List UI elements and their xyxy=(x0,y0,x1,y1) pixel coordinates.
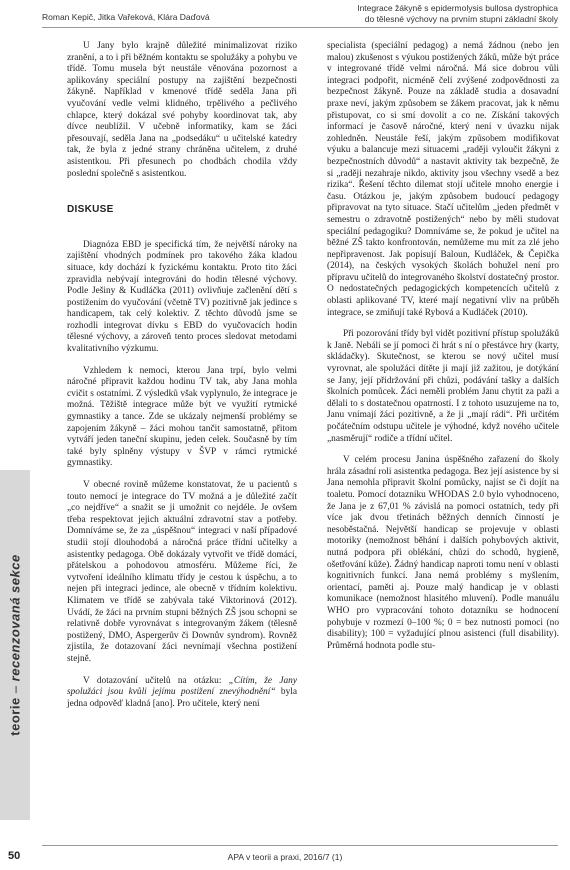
header-article-title xyxy=(328,3,558,25)
section-label-part-2: recenzovaná sekce xyxy=(7,554,23,682)
paragraph: V obecné rovině můžeme konstatovat, že u pacientů s touto nemocí je integrace do TV možná a je důležité začít „co nejdříve“ a snažit se ji umožnit co nejdéle. Je ovšem třeba respektovat jejich aktuální zdravotní stav a potřeby. Domníváme se, že za „úspěšnou“ integraci v naší případové studii stojí dlouhodobá a náročná práce třídní učitelky a asistentky pedagoga. Obě dokázaly vytvořit ve třídě domácí, přátelskou a pohodovou atmosféru. Můžeme říci, že vytvoření ideálního klimatu třídy je cestou k úspěchu, a to nejen při integraci jedince, ale obecně v třídním kolektivu. Klimatem ve třídě se zabývala také Viktorinová (2012). Uvádí, že žáci na prvním stupni běžných ZŠ jsou schopni se relativně dobře vyrovnávat s integrovaným žákem (tělesně postižený, DMO, Aspergerův či Downův syndrom). Rovněž zjistila, že dotazovaní žáci nevnímají všechna postižení stejně. xyxy=(67,480,297,664)
quoted-question: „Cítím, že Jany spolužáci jsou kvůli jejímu postižení znevýhodnění“ xyxy=(67,675,297,698)
paragraph xyxy=(67,676,297,711)
journal-citation: APA v teorii a praxi, 2016/7 (1) xyxy=(227,852,343,862)
paragraph: U Jany bylo krajně důležité minimalizovat riziko zranění, a to i při běžném kontaktu se spolužáky a pohybu ve třídě. Tomu musela být neustále věnována pozornost a aplikovány speciální postupy na zajištění bezpečnosti žákyně. Například v kmenové třídě seděla Jana při vyučování vedle velmi klidného, trpělivého a pečlivého chlapce, který dokázal své pohyby koordinovat tak, aby dívce neublížil. V učebně informatiky, kam se žáci přesouvají, seděla Jana na „podsedáku“ u učitelské katedry tak, že byla z jedné strany chráněna učitelem, z druhé asistentkou. Při přesunech po chodbách chodila vždy poslední společně s asistentkou. xyxy=(67,41,297,179)
header-title-line-2: do tělesné výchovy na prvním stupni základní školy xyxy=(364,14,558,24)
section-sidebar xyxy=(0,470,30,820)
paragraph-text: V dotazování učitelů na otázku: xyxy=(83,675,229,686)
right-column xyxy=(327,41,559,652)
header-authors: Roman Kepič, Jitka Vařeková, Klára Daďová xyxy=(42,12,210,22)
paragraph: V celém procesu Janina úspěšného zařazení do školy hrála zásadní roli asistentka pedagoga. Bez její asistence by si Jana nemohla připravit školní pomůcky, najíst se či dojít na toaletu. Pomocí dotazníku WHODAS 2.0 bylo vyhodnoceno, že Jana je z 67,01 % závislá na pomoci ostatních, tedy při více jak dvou třetinách běžných denních činností je nesoběstačná. Největší handicap se projevuje v oblasti motoriky (nemožnost běhání i dalších pohybových aktivit, nutná podpora při oblékání, chůzi do schodů, hygieně, ošetřování kůže). Žádný handicap naproti tomu není v oblasti kognitivních funkcí. Jana nemá problémy s myšlením, orientací, paměti aj. Pouze malý handicap je v oblasti komunikace (nemožnost hlasitého mluvení). Podle manuálu WHO pro vypracování tohoto dotazníku se hodnocení pohybuje v rozmezí 0–100 %; 0 = bez nutnosti pomoci (no disability); 100 = vyžadující plnou asistenci (full disability). Průměrná hodnota podle stu- xyxy=(327,455,559,651)
paragraph-text: byla jedna odpověď kladná [ano]. Pro učitele, který není xyxy=(67,687,297,709)
section-label-separator: – xyxy=(7,681,23,698)
header-divider xyxy=(42,27,558,28)
paragraph: Vzhledem k nemoci, kterou Jana trpí, bylo velmi náročné připravit každou hodinu TV tak, aby Jana mohla cvičit s ostatními. Z výsledků však vyplynulo, že integrace je možná. Těžiště integrace může být ve využití rytmické gymnastiky a tance. Zde se ukázaly nejmenší problémy se zapojením žákyně – žáci mohou tančit samostatně, přitom vytváří jeden taneční skupinu, jeden celek. Současně by tím také byly splněny výstupy v ŠVP v rámci rytmické gymnastiky. xyxy=(67,365,297,469)
paragraph: specialista (speciální pedagog) a nemá žádnou (nebo jen malou) zkušenost s výukou postižených žáků, může být práce v integrované třídě velmi náročná. Má sice dobrou vůli integraci podpořit, nicméně čelí zvýšené zodpovědnosti za bezpečnost žákyně. Pouze na základě studia a dosavadní praxe neví, jakým způsobem se žákem pracovat, jak k němu přistupovat, co si smí dovolit a co ne. Získání takových informací je časově náročné, který není v úvazku nijak zohledněn. Neustále řeší, jakým způsobem modifikovat výuku a balancuje mezi situacemi „raději vyloučit žákyni z bezpečnostních důvodů“ a nastavit aktivity tak bezpečně, že si „raději nezahraje nikdo, aktivity jsou všechny vsedě a bez rizika“. Řešení těchto dilemat stojí učitele mnoho energie i času. Otázkou je, jakým způsobem budoucí pedagogy připravovat na tyto situace. Stačí učitelům „jeden předmět v semestru o zdravotně postižených“ nebo by měli studovat speciální pedagogiku? Domníváme se, že pokud je učitel na běžné ZŠ takto konfrontován, nemůžeme mu mít za zlé jeho nepřipravenost. Jak popisují Baloun, Kudláček, & Čepička (2014), na českých vysokých školách bohužel není pro přípravu učitelů do integrovaného školství dostatečný prostor. O nedostatečných pedagogických kompetencích učitelů z oblasti aplikované TV, které mají negativní vliv na průběh integrace, se zmiňují také Rybová a Kudláček (2010). xyxy=(327,41,559,318)
section-heading-diskuse: DISKUSE xyxy=(67,204,114,216)
section-label-part-1: teorie xyxy=(7,697,23,736)
paragraph: Diagnóza EBD je specifická tím, že největší nároky na zajištění vhodných podmínek pro takového žáka kladou situace, kdy dochází k fyzickému kontaktu. Proto tito žáci zpravidla nebývají integrováni do hodin tělesné výchovy. Podle Ješiny & Kudláčka (2011) ovlivňuje začlenění dětí s postižením do vyučování (včetně TV) pozitivně jak jedince s handicapem, tak celý kolektiv. Z těchto důvodů jsme se rozhodli integrovat dívku s EBD do vyučovacích hodin tělesné výchovy, a zároveň tento proces sledovat metodami kvalitativního výzkumu. xyxy=(67,239,297,355)
section-label xyxy=(8,554,23,735)
paragraph: Při pozorování třídy byl vidět pozitivní přístup spolužáků k Janě. Nebáli se jí pomoci či hrát s ní o přestávce hry (karty, skládačky). Skutečnost, se kterou se nový učitel musí vyrovnat, ale spolužáci dítěte ji mají již zažitou, je dotýkání se Jany, její přidržování při chůzi, podávání tašky a dalších školních pomůcek. Žáci neměli problém Janu chytit za paži a dělali to s dostatečnou opatrností. I z tohoto usuzujeme na to, Janu vnímají žáci pozitivně, a že ji „mají rádi“. Při určitém počátečním odstupu učitele je výhodné, když nového učitele „nasměrují“ rodiče a třídní učitel. xyxy=(327,329,559,444)
header-title-line-1: Integrace žákyně s epidermolysis bullosa dystrophica xyxy=(357,3,558,13)
page-number: 50 xyxy=(8,850,21,862)
left-column xyxy=(67,41,297,710)
footer-divider xyxy=(42,845,558,846)
